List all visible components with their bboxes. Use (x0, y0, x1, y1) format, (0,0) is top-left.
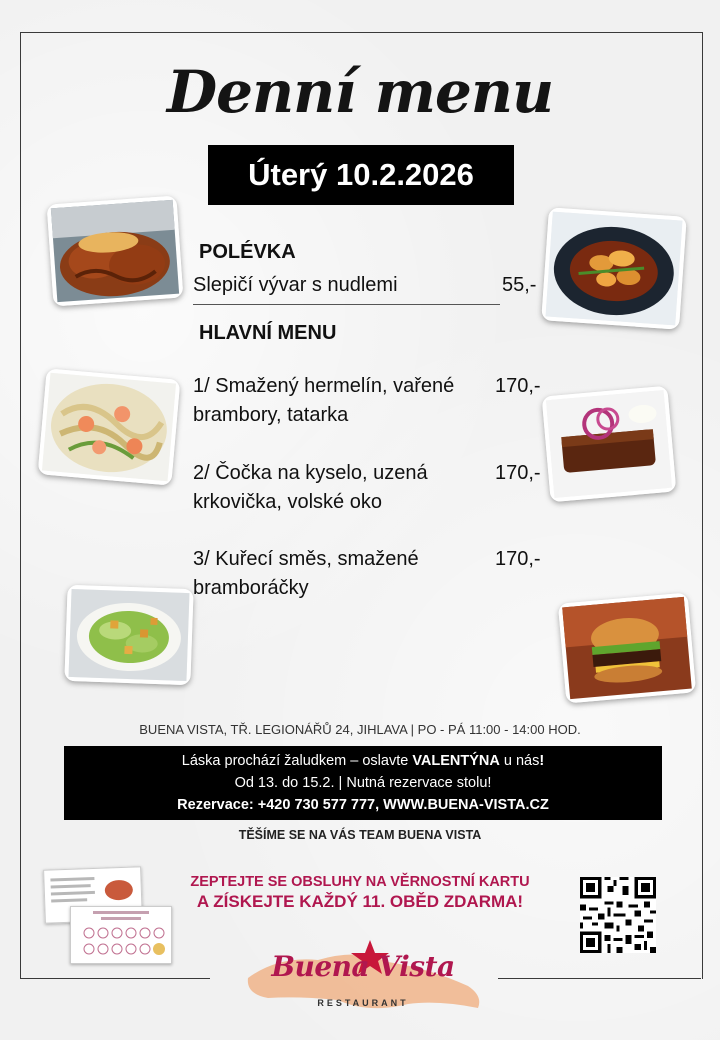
caesar-salad-photo (64, 585, 193, 685)
main-item-1-price: 170,- (495, 375, 541, 397)
main-item-1-line2: brambory, tatarka (193, 404, 349, 426)
main-item-2 (193, 459, 493, 517)
main-item-2-line2: krkovička, volské oko (193, 491, 382, 513)
main-item-1 (193, 372, 493, 430)
promo-line1 (64, 750, 662, 772)
valentine-promo (64, 746, 662, 820)
main-item-1-line1: 1/ Smažený hermelín, vařené (193, 375, 455, 397)
potato-dish-photo (541, 207, 687, 329)
promo-exclamation: ! (539, 753, 545, 769)
main-item-3-line2: bramboráčky (193, 577, 309, 599)
soup-price: 55,- (502, 274, 537, 296)
logo-brand-text: Buena Vista (271, 950, 455, 983)
promo-line1-text: Láska prochází žaludkem – oslavte (181, 753, 413, 769)
soup-divider (193, 304, 500, 305)
promo-line2: Od 13. do 15.2. | Nutná rezervace stolu! (234, 775, 492, 791)
main-item-3-line1: 3/ Kuřecí směs, smažené (193, 548, 419, 570)
greeting-text: TĚŠÍME SE NA VÁS TEAM BUENA VISTA (238, 828, 482, 842)
promo-line1-end: u nás (499, 753, 540, 769)
address-hours: BUENA VISTA, TŘ. LEGIONÁŘŮ 24, JIHLAVA | PO - PÁ 11:00 - 14:00 HOD. (139, 722, 581, 737)
main-item-2-price: 170,- (495, 462, 541, 484)
loyalty-card-image-stamps (70, 906, 172, 964)
shrimp-pasta-photo (38, 368, 181, 485)
main-heading: HLAVNÍ MENU (199, 322, 337, 344)
soup-name: Slepičí vývar s nudlemi (193, 274, 398, 296)
main-item-3 (193, 545, 493, 603)
promo-highlight: VALENTÝNA (412, 753, 500, 769)
main-item-2-line1: 2/ Čočka na kyselo, uzená (193, 462, 428, 484)
grilled-chicken-photo (47, 196, 184, 307)
loyalty-offer (172, 872, 548, 912)
loyalty-line2: A ZÍSKEJTE KAŽDÝ 11. OBĚD ZDARMA! (196, 892, 524, 911)
frame-border-bottom-right (498, 978, 701, 979)
soup-heading: POLÉVKA (199, 241, 296, 263)
loyalty-line1: ZEPTEJTE SE OBSLUHY NA VĚRNOSTNÍ KARTU (190, 874, 530, 890)
burger-photo (558, 593, 696, 704)
main-item-3-price: 170,- (495, 548, 541, 570)
promo-line3: Rezervace: +420 730 577 777, WWW.BUENA-VISTA.CZ (177, 797, 549, 813)
date-banner: Úterý 10.2.2026 (208, 145, 514, 205)
ribs-photo (542, 386, 677, 503)
page-title: Denní menu (166, 58, 554, 126)
qr-code-icon[interactable] (580, 877, 656, 953)
frame-border-bottom-left (20, 978, 210, 979)
logo-subtitle: RESTAURANT (317, 998, 409, 1008)
